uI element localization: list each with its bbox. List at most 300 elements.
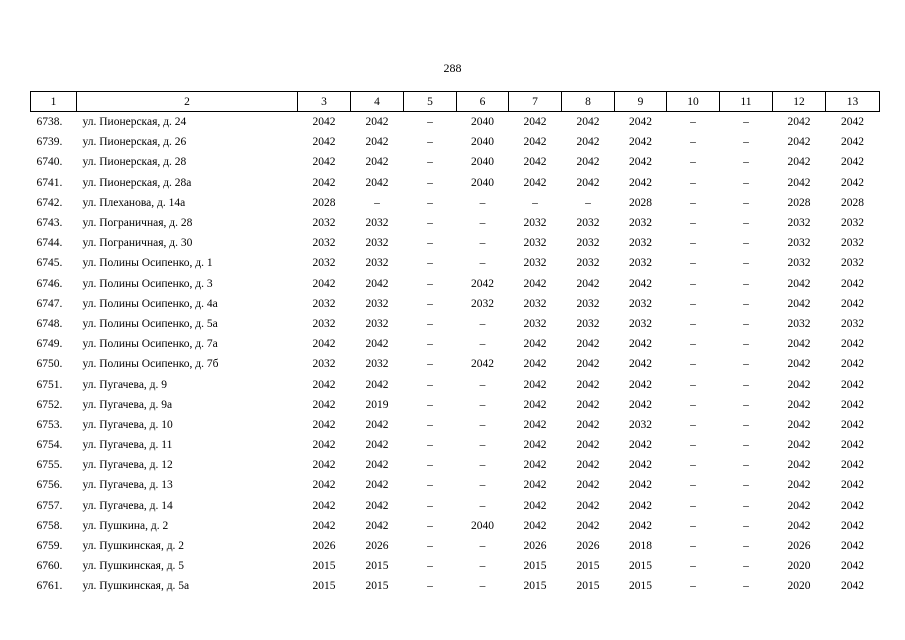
value-cell: 2042 xyxy=(576,439,600,452)
value-cell: 2042 xyxy=(523,499,547,512)
value-cell: – xyxy=(479,257,486,270)
value-cell: – xyxy=(427,317,433,330)
address-cell: ул. Пугачева, д. 12 xyxy=(82,459,173,472)
column-header-3: 3 xyxy=(298,92,351,112)
value-cell: – xyxy=(427,499,433,512)
table-row xyxy=(31,435,880,455)
value-cell: 2042 xyxy=(787,338,811,351)
address-cell: ул. Пугачева, д. 10 xyxy=(82,418,173,431)
value-cell: 2018 xyxy=(629,540,652,553)
value-cell: 2032 xyxy=(365,317,389,330)
table-row xyxy=(31,455,880,475)
value-cell: 2032 xyxy=(841,237,864,250)
table-row xyxy=(31,253,880,273)
value-cell: – xyxy=(427,217,433,230)
page-number: 288 xyxy=(443,61,462,75)
value-cell: – xyxy=(427,196,433,209)
value-cell: 2042 xyxy=(787,398,811,411)
address-cell: ул. Пушкинская, д. 5 xyxy=(82,560,185,573)
row-number-cell: 6739. xyxy=(36,136,63,149)
row-number-cell: 6761. xyxy=(36,580,63,593)
value-cell: 2032 xyxy=(576,217,600,230)
value-cell: – xyxy=(690,439,696,452)
value-cell: 2042 xyxy=(629,459,652,472)
value-cell: – xyxy=(743,540,749,553)
value-cell: 2042 xyxy=(312,176,336,189)
value-cell: 2042 xyxy=(629,156,652,169)
value-cell: 2032 xyxy=(312,317,336,330)
row-number-cell: 6743. xyxy=(36,217,63,230)
value-cell: 2042 xyxy=(523,418,547,431)
value-cell: 2042 xyxy=(576,479,600,492)
value-cell: 2042 xyxy=(312,439,336,452)
value-cell: 2042 xyxy=(312,156,336,169)
value-cell: 2042 xyxy=(841,519,864,532)
value-cell: 2042 xyxy=(787,499,811,512)
address-cell: ул. Плеханова, д. 14а xyxy=(82,196,186,209)
value-cell: – xyxy=(427,418,433,431)
value-cell: – xyxy=(374,196,380,209)
value-cell: – xyxy=(690,237,696,250)
value-cell: 2042 xyxy=(787,136,811,149)
value-cell: 2042 xyxy=(576,418,600,431)
value-cell: 2032 xyxy=(523,317,547,330)
row-number-cell: 6752. xyxy=(36,398,63,411)
value-cell: – xyxy=(690,358,696,371)
value-cell: 2042 xyxy=(312,519,336,532)
value-cell: 2042 xyxy=(841,418,864,431)
value-cell: 2042 xyxy=(629,176,652,189)
value-cell: 2042 xyxy=(365,116,389,129)
value-cell: 2042 xyxy=(312,479,336,492)
value-cell: – xyxy=(743,257,749,270)
value-cell: 2042 xyxy=(576,136,600,149)
value-cell: 2032 xyxy=(576,257,600,270)
value-cell: – xyxy=(479,398,486,411)
value-cell: 2032 xyxy=(523,297,547,310)
value-cell: – xyxy=(427,540,433,553)
table-row xyxy=(31,354,880,374)
value-cell: 2042 xyxy=(787,297,811,310)
table-row xyxy=(31,152,880,172)
value-cell: 2032 xyxy=(787,237,811,250)
value-cell: 2040 xyxy=(471,116,494,129)
value-cell: – xyxy=(743,358,749,371)
value-cell: 2032 xyxy=(523,257,547,270)
value-cell: 2042 xyxy=(841,116,864,129)
row-number-cell: 6748. xyxy=(36,317,63,330)
address-cell: ул. Пугачева, д. 11 xyxy=(82,439,173,452)
value-cell: 2040 xyxy=(471,519,494,532)
value-cell: 2020 xyxy=(787,560,811,573)
address-cell: ул. Пограничная, д. 28 xyxy=(82,217,193,230)
value-cell: – xyxy=(479,418,486,431)
address-cell: ул. Пушкина, д. 2 xyxy=(82,519,169,532)
value-cell: 2015 xyxy=(576,560,600,573)
column-header-11: 11 xyxy=(720,92,773,112)
address-cell: ул. Полины Осипенко, д. 7а xyxy=(82,338,218,351)
column-header-7: 7 xyxy=(509,92,562,112)
value-cell: 2032 xyxy=(629,257,652,270)
column-header-6: 6 xyxy=(457,92,509,112)
value-cell: 2042 xyxy=(629,358,652,371)
value-cell: 2028 xyxy=(312,196,336,209)
address-cell: ул. Полины Осипенко, д. 1 xyxy=(82,257,213,270)
value-cell: – xyxy=(743,499,749,512)
value-cell: 2042 xyxy=(841,540,864,553)
value-cell: – xyxy=(690,196,696,209)
value-cell: – xyxy=(427,479,433,492)
table-row xyxy=(31,314,880,334)
value-cell: – xyxy=(690,398,696,411)
value-cell: 2032 xyxy=(787,317,811,330)
row-number-cell: 6740. xyxy=(36,156,63,169)
value-cell: 2042 xyxy=(365,439,389,452)
value-cell: – xyxy=(427,459,433,472)
value-cell: 2015 xyxy=(629,560,652,573)
value-cell: – xyxy=(427,398,433,411)
address-cell: ул. Пушкинская, д. 5а xyxy=(82,580,190,593)
value-cell: – xyxy=(743,136,749,149)
value-cell: – xyxy=(690,338,696,351)
value-cell: 2026 xyxy=(787,540,811,553)
value-cell: 2020 xyxy=(787,580,811,593)
value-cell: – xyxy=(690,479,696,492)
value-cell: 2015 xyxy=(365,580,389,593)
value-cell: 2042 xyxy=(523,338,547,351)
value-cell: 2042 xyxy=(523,156,547,169)
value-cell: 2042 xyxy=(576,176,600,189)
address-cell: ул. Полины Осипенко, д. 5а xyxy=(82,317,218,330)
value-cell: – xyxy=(479,237,486,250)
address-cell: ул. Пионерская, д. 28а xyxy=(82,176,192,189)
value-cell: – xyxy=(690,277,696,290)
value-cell: 2042 xyxy=(576,499,600,512)
value-cell: – xyxy=(427,358,433,371)
value-cell: – xyxy=(690,560,696,573)
column-header-10: 10 xyxy=(667,92,720,112)
value-cell: – xyxy=(690,176,696,189)
table-row xyxy=(31,576,880,596)
value-cell: 2015 xyxy=(576,580,600,593)
address-cell: ул. Пионерская, д. 24 xyxy=(82,116,187,129)
value-cell: 2042 xyxy=(365,418,389,431)
row-number-cell: 6742. xyxy=(36,196,63,209)
value-cell: 2032 xyxy=(365,217,389,230)
value-cell: 2042 xyxy=(365,499,389,512)
value-cell: 2032 xyxy=(471,297,494,310)
value-cell: – xyxy=(427,237,433,250)
value-cell: – xyxy=(479,560,486,573)
value-cell: 2042 xyxy=(787,519,811,532)
value-cell: – xyxy=(743,459,749,472)
value-cell: – xyxy=(532,196,538,209)
address-cell: ул. Пионерская, д. 26 xyxy=(82,136,187,149)
value-cell: – xyxy=(479,580,486,593)
value-cell: – xyxy=(743,156,749,169)
table-row xyxy=(31,213,880,233)
value-cell: – xyxy=(743,297,749,310)
value-cell: – xyxy=(427,277,433,290)
address-cell: ул. Пионерская, д. 28 xyxy=(82,156,187,169)
value-cell: 2042 xyxy=(312,116,336,129)
value-cell: – xyxy=(743,116,749,129)
value-cell: 2032 xyxy=(312,358,336,371)
value-cell: – xyxy=(585,196,591,209)
value-cell: 2042 xyxy=(629,116,652,129)
value-cell: 2042 xyxy=(841,136,864,149)
value-cell: 2042 xyxy=(365,338,389,351)
value-cell: 2032 xyxy=(523,237,547,250)
value-cell: – xyxy=(427,338,433,351)
value-cell: 2042 xyxy=(787,459,811,472)
value-cell: 2032 xyxy=(576,317,600,330)
value-cell: – xyxy=(479,378,486,391)
value-cell: – xyxy=(743,439,749,452)
row-number-cell: 6760. xyxy=(36,560,63,573)
value-cell: 2042 xyxy=(841,560,864,573)
table-row xyxy=(31,294,880,314)
value-cell: 2032 xyxy=(365,297,389,310)
value-cell: 2042 xyxy=(576,519,600,532)
value-cell: 2032 xyxy=(629,317,652,330)
value-cell: – xyxy=(690,418,696,431)
value-cell: – xyxy=(743,317,749,330)
value-cell: 2042 xyxy=(523,136,547,149)
value-cell: 2026 xyxy=(523,540,547,553)
value-cell: 2042 xyxy=(471,277,494,290)
address-cell: ул. Пугачева, д. 14 xyxy=(82,499,173,512)
value-cell: 2042 xyxy=(523,277,547,290)
value-cell: – xyxy=(479,196,486,209)
value-cell: 2019 xyxy=(365,398,389,411)
address-cell: ул. Пугачева, д. 9а xyxy=(82,398,173,411)
value-cell: 2042 xyxy=(841,176,864,189)
row-number-cell: 6757. xyxy=(36,499,63,512)
value-cell: 2042 xyxy=(312,136,336,149)
value-cell: – xyxy=(427,136,433,149)
value-cell: – xyxy=(743,196,749,209)
value-cell: – xyxy=(743,277,749,290)
table-row xyxy=(31,496,880,516)
value-cell: 2032 xyxy=(312,297,336,310)
value-cell: 2042 xyxy=(629,479,652,492)
value-cell: 2032 xyxy=(312,217,336,230)
value-cell: – xyxy=(479,217,486,230)
value-cell: 2042 xyxy=(841,338,864,351)
table-row xyxy=(31,475,880,495)
value-cell: – xyxy=(743,580,749,593)
row-number-cell: 6759. xyxy=(36,540,63,553)
value-cell: 2042 xyxy=(629,398,652,411)
value-cell: 2042 xyxy=(365,277,389,290)
value-cell: 2042 xyxy=(471,358,494,371)
value-cell: 2042 xyxy=(841,479,864,492)
value-cell: 2042 xyxy=(841,277,864,290)
row-number-cell: 6753. xyxy=(36,418,63,431)
value-cell: – xyxy=(743,217,749,230)
value-cell: 2042 xyxy=(576,358,600,371)
value-cell: – xyxy=(690,257,696,270)
column-number-header-row xyxy=(31,92,880,112)
column-header-9: 9 xyxy=(615,92,667,112)
value-cell: 2042 xyxy=(576,459,600,472)
value-cell: 2042 xyxy=(523,176,547,189)
column-header-4: 4 xyxy=(351,92,404,112)
value-cell: 2042 xyxy=(841,580,864,593)
address-cell: ул. Пушкинская, д. 2 xyxy=(82,540,185,553)
column-header-2: 2 xyxy=(77,92,298,112)
value-cell: 2040 xyxy=(471,136,494,149)
value-cell: 2032 xyxy=(841,257,864,270)
value-cell: 2042 xyxy=(841,378,864,391)
value-cell: – xyxy=(427,116,433,129)
value-cell: 2042 xyxy=(576,398,600,411)
table-row xyxy=(31,516,880,536)
value-cell: 2042 xyxy=(523,378,547,391)
value-cell: 2042 xyxy=(312,418,336,431)
value-cell: 2015 xyxy=(312,580,336,593)
value-cell: 2015 xyxy=(523,580,547,593)
value-cell: 2042 xyxy=(629,499,652,512)
value-cell: – xyxy=(479,540,486,553)
value-cell: 2042 xyxy=(787,418,811,431)
value-cell: – xyxy=(427,257,433,270)
value-cell: – xyxy=(479,459,486,472)
value-cell: 2042 xyxy=(787,439,811,452)
value-cell: 2042 xyxy=(312,459,336,472)
value-cell: 2042 xyxy=(787,116,811,129)
value-cell: 2042 xyxy=(787,358,811,371)
table-row xyxy=(31,274,880,294)
row-number-cell: 6741. xyxy=(36,176,63,189)
value-cell: 2042 xyxy=(629,277,652,290)
table-row xyxy=(31,556,880,576)
value-cell: – xyxy=(743,398,749,411)
value-cell: – xyxy=(427,439,433,452)
value-cell: – xyxy=(427,560,433,573)
value-cell: 2042 xyxy=(787,176,811,189)
value-cell: 2032 xyxy=(365,257,389,270)
value-cell: – xyxy=(479,439,486,452)
value-cell: 2042 xyxy=(365,378,389,391)
table-row xyxy=(31,173,880,193)
value-cell: 2042 xyxy=(576,156,600,169)
value-cell: 2042 xyxy=(365,519,389,532)
value-cell: 2026 xyxy=(576,540,600,553)
table-row xyxy=(31,132,880,152)
value-cell: – xyxy=(743,176,749,189)
value-cell: 2042 xyxy=(365,479,389,492)
value-cell: 2042 xyxy=(576,277,600,290)
value-cell: 2015 xyxy=(523,560,547,573)
value-cell: – xyxy=(690,459,696,472)
column-header-1: 1 xyxy=(31,92,77,112)
value-cell: – xyxy=(690,217,696,230)
value-cell: 2040 xyxy=(471,176,494,189)
value-cell: 2042 xyxy=(787,479,811,492)
row-number-cell: 6756. xyxy=(36,479,63,492)
value-cell: 2042 xyxy=(523,116,547,129)
value-cell: 2040 xyxy=(471,156,494,169)
value-cell: 2042 xyxy=(576,338,600,351)
value-cell: 2032 xyxy=(523,217,547,230)
register-table xyxy=(30,91,880,597)
value-cell: – xyxy=(743,560,749,573)
row-number-cell: 6747. xyxy=(36,297,63,310)
value-cell: – xyxy=(690,297,696,310)
value-cell: 2032 xyxy=(841,217,864,230)
value-cell: 2042 xyxy=(576,378,600,391)
row-number-cell: 6746. xyxy=(36,277,63,290)
value-cell: – xyxy=(690,499,696,512)
row-number-cell: 6744. xyxy=(36,237,63,250)
value-cell: – xyxy=(479,479,486,492)
value-cell: – xyxy=(479,338,486,351)
value-cell: 2032 xyxy=(629,217,652,230)
value-cell: – xyxy=(427,378,433,391)
address-cell: ул. Пугачева, д. 13 xyxy=(82,479,173,492)
row-number-cell: 6738. xyxy=(36,116,63,129)
value-cell: 2028 xyxy=(629,196,652,209)
column-header-13: 13 xyxy=(826,92,880,112)
value-cell: 2032 xyxy=(841,317,864,330)
value-cell: 2042 xyxy=(523,459,547,472)
row-number-cell: 6754. xyxy=(36,439,63,452)
row-number-cell: 6755. xyxy=(36,459,63,472)
value-cell: 2042 xyxy=(312,378,336,391)
value-cell: 2042 xyxy=(787,378,811,391)
value-cell: 2032 xyxy=(629,237,652,250)
value-cell: 2042 xyxy=(841,499,864,512)
value-cell: – xyxy=(743,519,749,532)
value-cell: 2015 xyxy=(365,560,389,573)
value-cell: 2042 xyxy=(312,277,336,290)
value-cell: – xyxy=(743,479,749,492)
table-row xyxy=(31,112,880,133)
value-cell: – xyxy=(690,580,696,593)
value-cell: 2026 xyxy=(365,540,389,553)
value-cell: – xyxy=(743,237,749,250)
value-cell: 2042 xyxy=(629,439,652,452)
column-header-8: 8 xyxy=(562,92,615,112)
row-number-cell: 6745. xyxy=(36,257,63,270)
value-cell: 2028 xyxy=(841,196,864,209)
value-cell: – xyxy=(690,317,696,330)
table-body xyxy=(31,112,880,597)
value-cell: 2032 xyxy=(312,237,336,250)
value-cell: 2032 xyxy=(365,237,389,250)
table-row xyxy=(31,233,880,253)
value-cell: 2042 xyxy=(312,338,336,351)
value-cell: – xyxy=(690,136,696,149)
value-cell: 2042 xyxy=(312,499,336,512)
table-row xyxy=(31,536,880,556)
table-row xyxy=(31,415,880,435)
value-cell: 2042 xyxy=(787,156,811,169)
value-cell: 2042 xyxy=(365,176,389,189)
value-cell: 2042 xyxy=(629,338,652,351)
column-header-5: 5 xyxy=(404,92,457,112)
value-cell: – xyxy=(427,519,433,532)
value-cell: 2026 xyxy=(312,540,336,553)
value-cell: – xyxy=(743,338,749,351)
value-cell: – xyxy=(743,418,749,431)
value-cell: 2042 xyxy=(841,459,864,472)
row-number-cell: 6749. xyxy=(36,338,63,351)
value-cell: – xyxy=(479,317,486,330)
value-cell: 2015 xyxy=(312,560,336,573)
